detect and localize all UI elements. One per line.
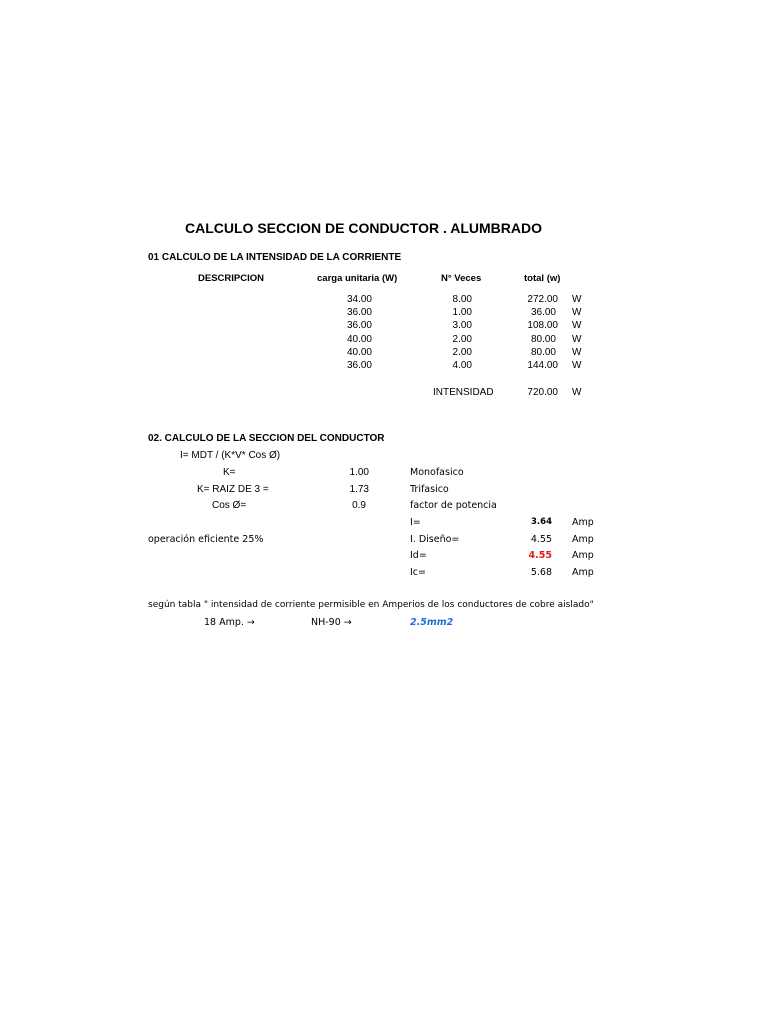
k-value: 1.00 <box>349 467 369 478</box>
total-cell: 80.00 <box>530 347 556 358</box>
unit-cell: W <box>572 320 582 331</box>
veces-cell: 2.00 <box>452 334 472 345</box>
formula-text: I= MDT / (K*V* Cos Ø) <box>180 450 281 461</box>
column-header-total: total (w) <box>524 273 561 284</box>
table-note: según tabla " intensidad de corriente permisible en Amperios de los conductores de cobre aislado" <box>148 600 594 610</box>
conductor-section: 2.5mm2 <box>410 617 454 628</box>
cos-label: Cos Ø= <box>212 500 247 511</box>
column-header-descripcion: DESCRIPCION <box>198 273 264 284</box>
carga-cell: 40.00 <box>346 347 372 358</box>
cos-desc: factor de potencia <box>410 500 497 511</box>
k3-value: 1.73 <box>349 484 369 495</box>
veces-cell: 2.00 <box>452 347 472 358</box>
id-label: Id= <box>410 550 427 561</box>
unit-cell: W <box>572 307 582 318</box>
carga-cell: 36.00 <box>346 307 372 318</box>
intensidad-label: INTENSIDAD <box>433 387 494 398</box>
i-label: I= <box>410 517 421 528</box>
carga-cell: 36.00 <box>346 320 372 331</box>
id-unit: Amp <box>572 550 594 561</box>
unit-cell: W <box>572 334 582 345</box>
carga-cell: 34.00 <box>346 294 372 305</box>
section1-heading: 01 CALCULO DE LA INTENSIDAD DE LA CORRIENTE <box>148 252 402 263</box>
conductor-type: NH-90 → <box>311 617 352 628</box>
ic-unit: Amp <box>572 567 594 578</box>
page-title: CALCULO SECCION DE CONDUCTOR . ALUMBRADO <box>185 220 542 236</box>
i-value: 3.64 <box>531 517 552 527</box>
total-cell: 108.00 <box>527 320 558 331</box>
veces-cell: 1.00 <box>452 307 472 318</box>
veces-cell: 8.00 <box>452 294 472 305</box>
total-cell: 144.00 <box>527 360 558 371</box>
k-label: K= <box>223 467 236 478</box>
carga-cell: 40.00 <box>346 334 372 345</box>
unit-cell: W <box>572 360 582 371</box>
diseno-label: I. Diseño= <box>410 534 460 545</box>
total-cell: 36.00 <box>530 307 556 318</box>
id-value: 4.55 <box>528 550 552 561</box>
diseno-unit: Amp <box>572 534 594 545</box>
operation-label: operación eficiente 25% <box>148 534 264 545</box>
intensidad-unit: W <box>572 387 582 398</box>
veces-cell: 3.00 <box>452 320 472 331</box>
k3-desc: Trifasico <box>410 484 449 495</box>
i-unit: Amp <box>572 517 594 528</box>
intensidad-value: 720.00 <box>527 387 558 398</box>
column-header-veces: N° Veces <box>441 273 482 284</box>
section2-heading: 02. CALCULO DE LA SECCION DEL CONDUCTOR <box>148 433 385 444</box>
total-cell: 272.00 <box>527 294 558 305</box>
unit-cell: W <box>572 347 582 358</box>
veces-cell: 4.00 <box>452 360 472 371</box>
ic-value: 5.68 <box>530 567 552 578</box>
diseno-value: 4.55 <box>530 534 552 545</box>
k3-label: K= RAIZ DE 3 = <box>197 484 269 495</box>
unit-cell: W <box>572 294 582 305</box>
amp-rating: 18 Amp. → <box>204 617 255 628</box>
cos-value: 0.9 <box>352 500 366 511</box>
ic-label: Ic= <box>410 567 426 578</box>
column-header-carga: carga unitaria (W) <box>317 273 398 284</box>
k-desc: Monofasico <box>410 467 464 478</box>
carga-cell: 36.00 <box>346 360 372 371</box>
total-cell: 80.00 <box>530 334 556 345</box>
